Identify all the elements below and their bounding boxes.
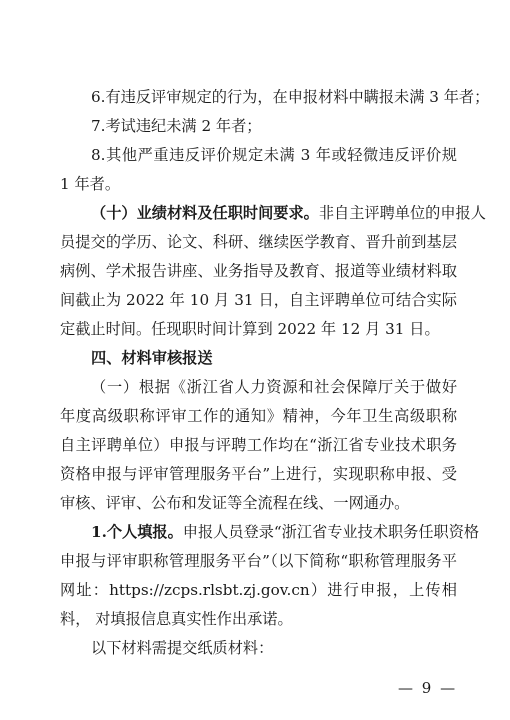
- para-2-line-3: 网址：https://zcps.rlsbt.zj.gov.cn）进行申报，上传相: [60, 581, 457, 599]
- para-1-line-5: 审核、评审、公布和发证等全流程在线、一网通办。: [60, 494, 410, 512]
- para-1-line-2: 年度高级职称评审工作的通知》精神，今年卫生高级职称: [60, 407, 457, 425]
- page-number: — 9 —: [398, 679, 458, 697]
- para-1-line-4: 资格申报与评审管理服务平台”上进行，实现职称申报、受: [60, 465, 457, 483]
- para-2-line-1: [91, 522, 480, 542]
- item-6: 6.有违反评审规定的行为，在申报材料中瞒报未满 3 年者；: [91, 88, 490, 106]
- section-10-text: 非自主评聘单位的申报人: [318, 204, 486, 222]
- para-1-line-3: 自主评聘单位）申报与评聘工作均在“浙江省专业技术职务: [60, 436, 457, 454]
- section-4-heading: 四、材料审核报送: [91, 349, 213, 367]
- para-2-lead: 1.个人填报。: [91, 523, 183, 541]
- section-10-line-3: 病例、学术报告讲座、业务指导及教育、报道等业绩材料取: [60, 262, 457, 280]
- section-10-line-2: 员提交的学历、论文、科研、继续医学教育、晋升前到基层: [60, 233, 457, 251]
- para-2-line-4: 料， 对填报信息真实性作出承诺。: [60, 610, 293, 628]
- section-10-line-4: 间截止为 2022 年 10 月 31 日，自主评聘单位可结合实际: [60, 291, 457, 309]
- para-1-line-1: （一）根据《浙江省人力资源和社会保障厅关于做好: [91, 378, 457, 396]
- para-3: 以下材料需提交纸质材料：: [91, 639, 274, 657]
- para-2-text: 申报人员登录“浙江省专业技术职务任职资格: [182, 523, 480, 541]
- item-8-line-1: 8.其他严重违反评价规定未满 3 年或轻微违反评价规: [91, 146, 457, 164]
- section-10-lead: （十）业绩材料及任职时间要求。: [91, 204, 319, 222]
- section-10-line-5: 定截止时间。任现职时间计算到 2022 年 12 月 31 日。: [60, 320, 440, 338]
- para-2-line-2: 申报与评审职称管理服务平台”（以下简称“职称管理服务平: [60, 552, 457, 570]
- item-7: 7.考试违纪未满 2 年者；: [91, 117, 262, 135]
- item-8-line-2: 1 年者。: [60, 175, 121, 193]
- section-10-line-1: [91, 203, 486, 223]
